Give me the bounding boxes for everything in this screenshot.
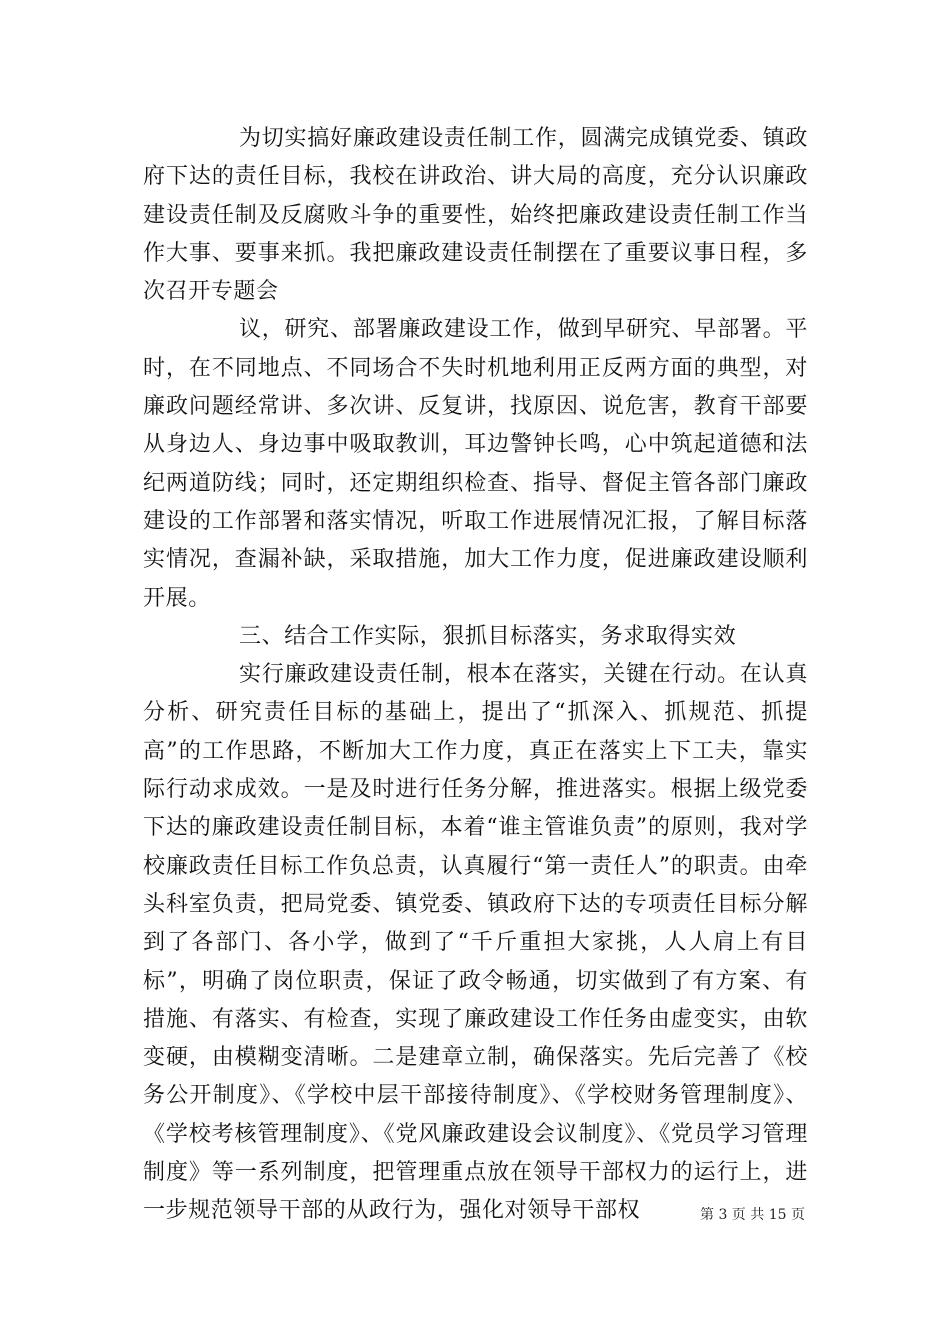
page-number: 第 3 页 共 15 页 <box>700 1207 805 1223</box>
section-heading: 三、结合工作实际，狠抓目标落实，务求取得实效 <box>239 623 737 649</box>
paragraph-1: 为切实搞好廉政建设责任制工作，圆满完成镇党委、镇政府下达的责任目标，我校在讲政治、讲大局的高度，充分认识廉政建设责任制及反腐败斗争的重要性，始终把廉政建设责任制工作当作大事、要事来抓。我把廉政建设责任制摆在了重要议事日程，多次召开专题会 <box>143 126 808 305</box>
paragraph-2: 议，研究、部署廉政建设工作，做到早研究、早部署。平时，在不同地点、不同场合不失时机地利用正反两方面的典型，对廉政问题经常讲、多次讲、反复讲，找原因、说危害，教育干部要从身边人、身边事中吸取教训，耳边警钟长鸣，心中筑起道德和法纪两道防线；同时，还定期组织检查、指导、督促主管各部门廉政建设的工作部署和落实情况，听取工作进展情况汇报，了解目标落实情况，查漏补缺，采取措施，加大工作力度，促进廉政建设顺利开展。 <box>143 317 808 611</box>
document-body <box>143 120 808 1231</box>
paragraph-3: 实行廉政建设责任制，根本在落实，关键在行动。在认真分析、研究责任目标的基础上，提出了“抓深入、抓规范、抓提高”的工作思路，不断加大工作力度，真正在落实上下工夫，靠实际行动求成效。一是及时进行任务分解，推进落实。根据上级党委下达的廉政建设责任制目标，本着“谁主管谁负责”的原则，我对学校廉政责任目标工作负总责，认真履行“第一责任人”的职责。由牵头科室负责，把局党委、镇党委、镇政府下达的专项责任目标分解到了各部门、各小学，做到了“千斤重担大家挑，人人肩上有目标”，明确了岗位职责，保证了政令畅通，切实做到了有方案、有措施、有落实、有检查，实现了廉政建设工作任务由虚变实，由软变硬，由模糊变清晰。二是建章立制，确保落实。先后完善了《校务公开制度》、《学校中层干部接待制度》、《学校财务管理制度》、《学校考核管理制度》、《党风廉政建设会议制度》、《党员学习管理制度》等一系列制度，把管理重点放在领导干部权力的运行上，进一步规范领导干部的从政行为，强化对领导干部权 <box>143 662 808 1224</box>
